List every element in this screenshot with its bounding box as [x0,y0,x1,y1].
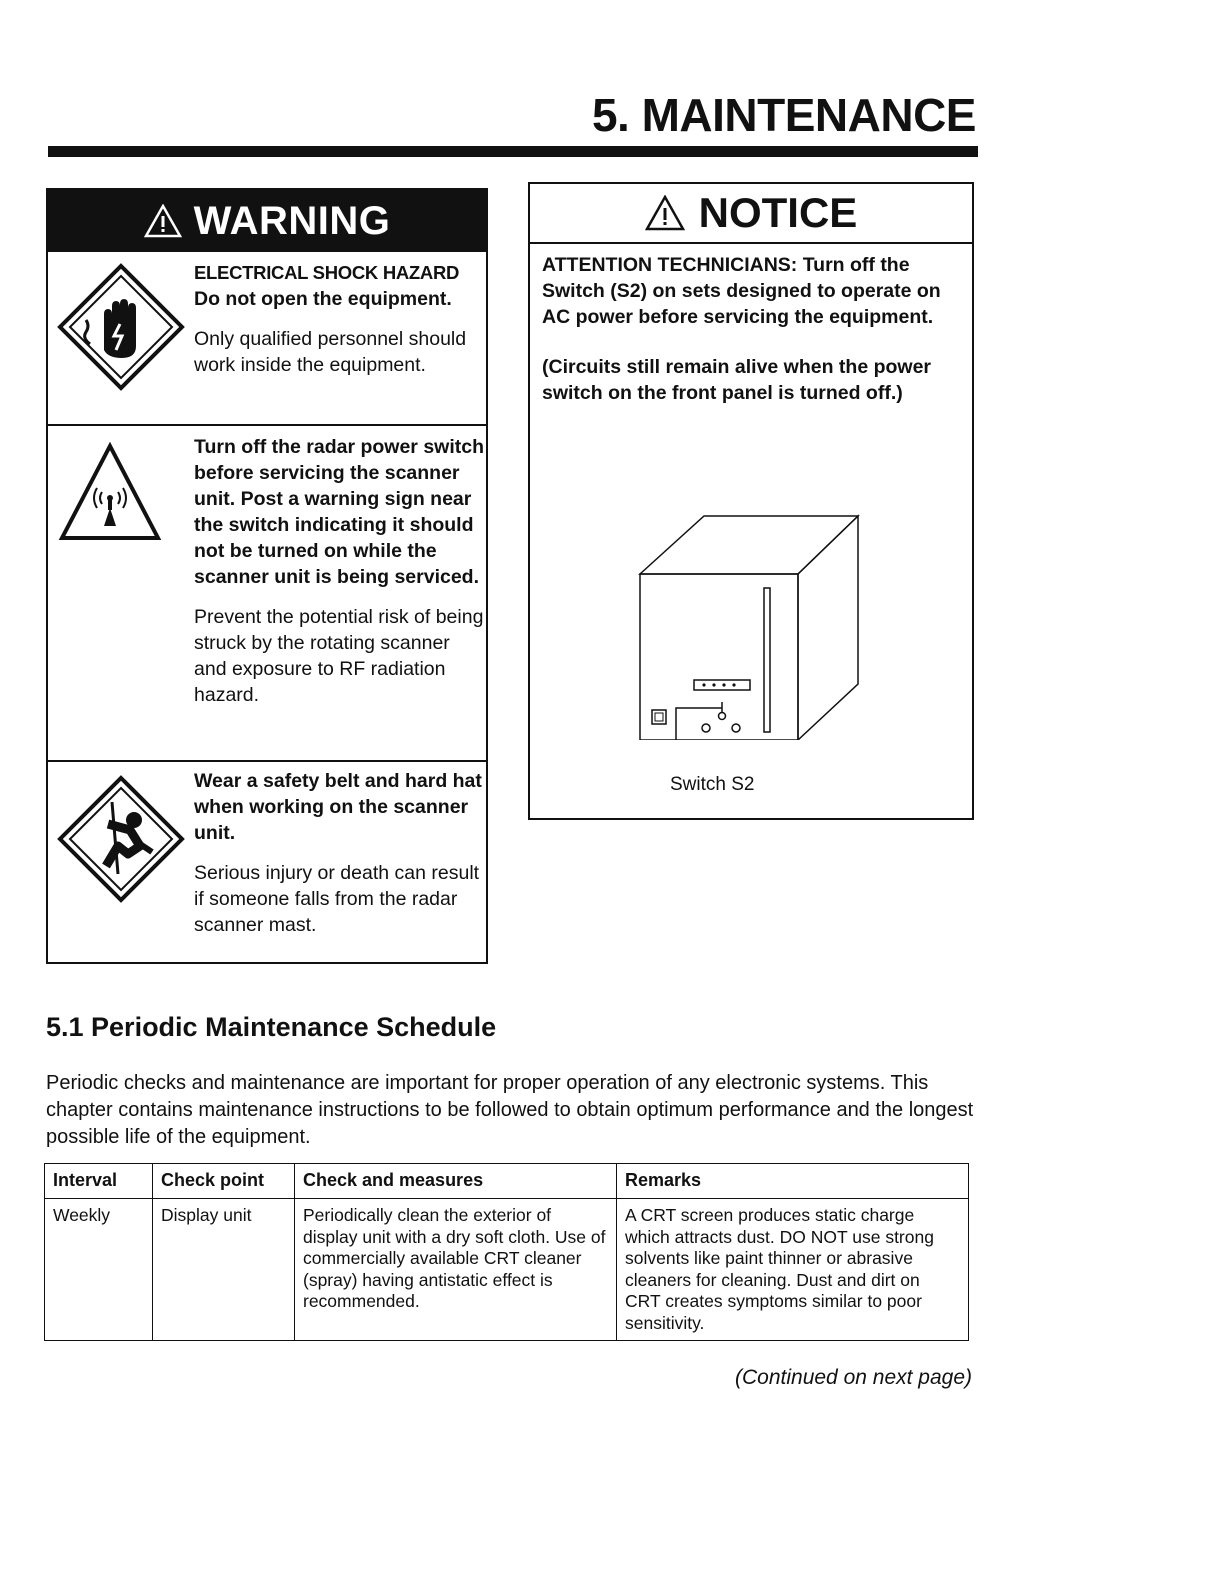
warning-section-radiation [48,426,486,760]
chapter-title: 5. MAINTENANCE [591,89,976,141]
radiation-body-text: Prevent the potential risk of being struck by the rotating scanner and exposure to RF radiation hazard. [194,606,484,706]
table-header-row [45,1164,969,1199]
radiation-bold-text: Turn off the radar power switch before servicing the scanner unit. Post a warning sign near the switch indicating it should not be turned on while the scanner unit is being serviced. [194,436,484,588]
notice-header [530,184,972,244]
continued-note: (Continued on next page) [735,1366,972,1389]
table-row [45,1199,969,1341]
shock-heading: ELECTRICAL SHOCK HAZARD [194,262,460,283]
shock-bold-text: Do not open the equipment. [194,288,452,310]
fall-body-text: Serious injury or death can result if someone falls from the radar scanner mast. [194,862,480,936]
equipment-diagram [634,510,864,740]
header-remarks: Remarks [617,1164,969,1199]
radiation-warning-icon [58,442,162,542]
maintenance-table [44,1163,969,1341]
warning-header [48,190,486,252]
header-check-measures: Check and measures [295,1164,617,1199]
title-rule [48,146,978,157]
header-interval: Interval [45,1164,153,1199]
section-heading: 5.1 Periodic Maintenance Schedule [46,1012,497,1042]
shock-body-text: Only qualified personnel should work inside the equipment. [194,328,467,376]
cell-measures: Periodically clean the exterior of display unit with a dry soft cloth. Use of commercially available CRT cleaner (spray) having antistatic effect is recommended. [295,1199,617,1341]
cell-check-point: Display unit [153,1199,295,1341]
electrical-shock-icon [56,262,186,392]
shock-text [194,260,486,378]
fall-text [194,768,486,938]
warning-title: WARNING [193,198,391,243]
notice-text [542,252,970,406]
switch-label: Switch S2 [670,774,755,795]
notice-box [528,182,974,820]
cell-interval: Weekly [45,1199,153,1341]
section-intro: Periodic checks and maintenance are important for proper operation of any electronic systems. This chapter contains maintenance instructions to be followed to obtain optimum performance and the longest possible life of the equipment. [46,1072,974,1148]
warning-triangle-icon [645,195,685,231]
notice-paragraph-2: (Circuits still remain alive when the power switch on the front panel is turned off.) [542,356,932,404]
header-check-point: Check point [153,1164,295,1199]
warning-section-shock [48,252,486,424]
warning-section-fall [48,762,486,962]
fall-bold-text: Wear a safety belt and hard hat when working on the scanner unit. [194,770,482,844]
warning-triangle-icon [144,204,182,238]
cell-remarks: A CRT screen produces static charge which attracts dust. DO NOT use strong solvents like paint thinner or abrasive cleaners for cleaning. Dust and dirt on CRT creates symptoms similar to poor sensitivity. [617,1199,969,1341]
notice-title: NOTICE [698,189,858,236]
warning-box [46,188,488,964]
notice-paragraph-1: ATTENTION TECHNICIANS: Turn off the Switch (S2) on sets designed to operate on AC power before servicing the equipment. [542,254,941,328]
fall-hazard-icon [56,774,186,904]
radiation-text [194,434,486,708]
